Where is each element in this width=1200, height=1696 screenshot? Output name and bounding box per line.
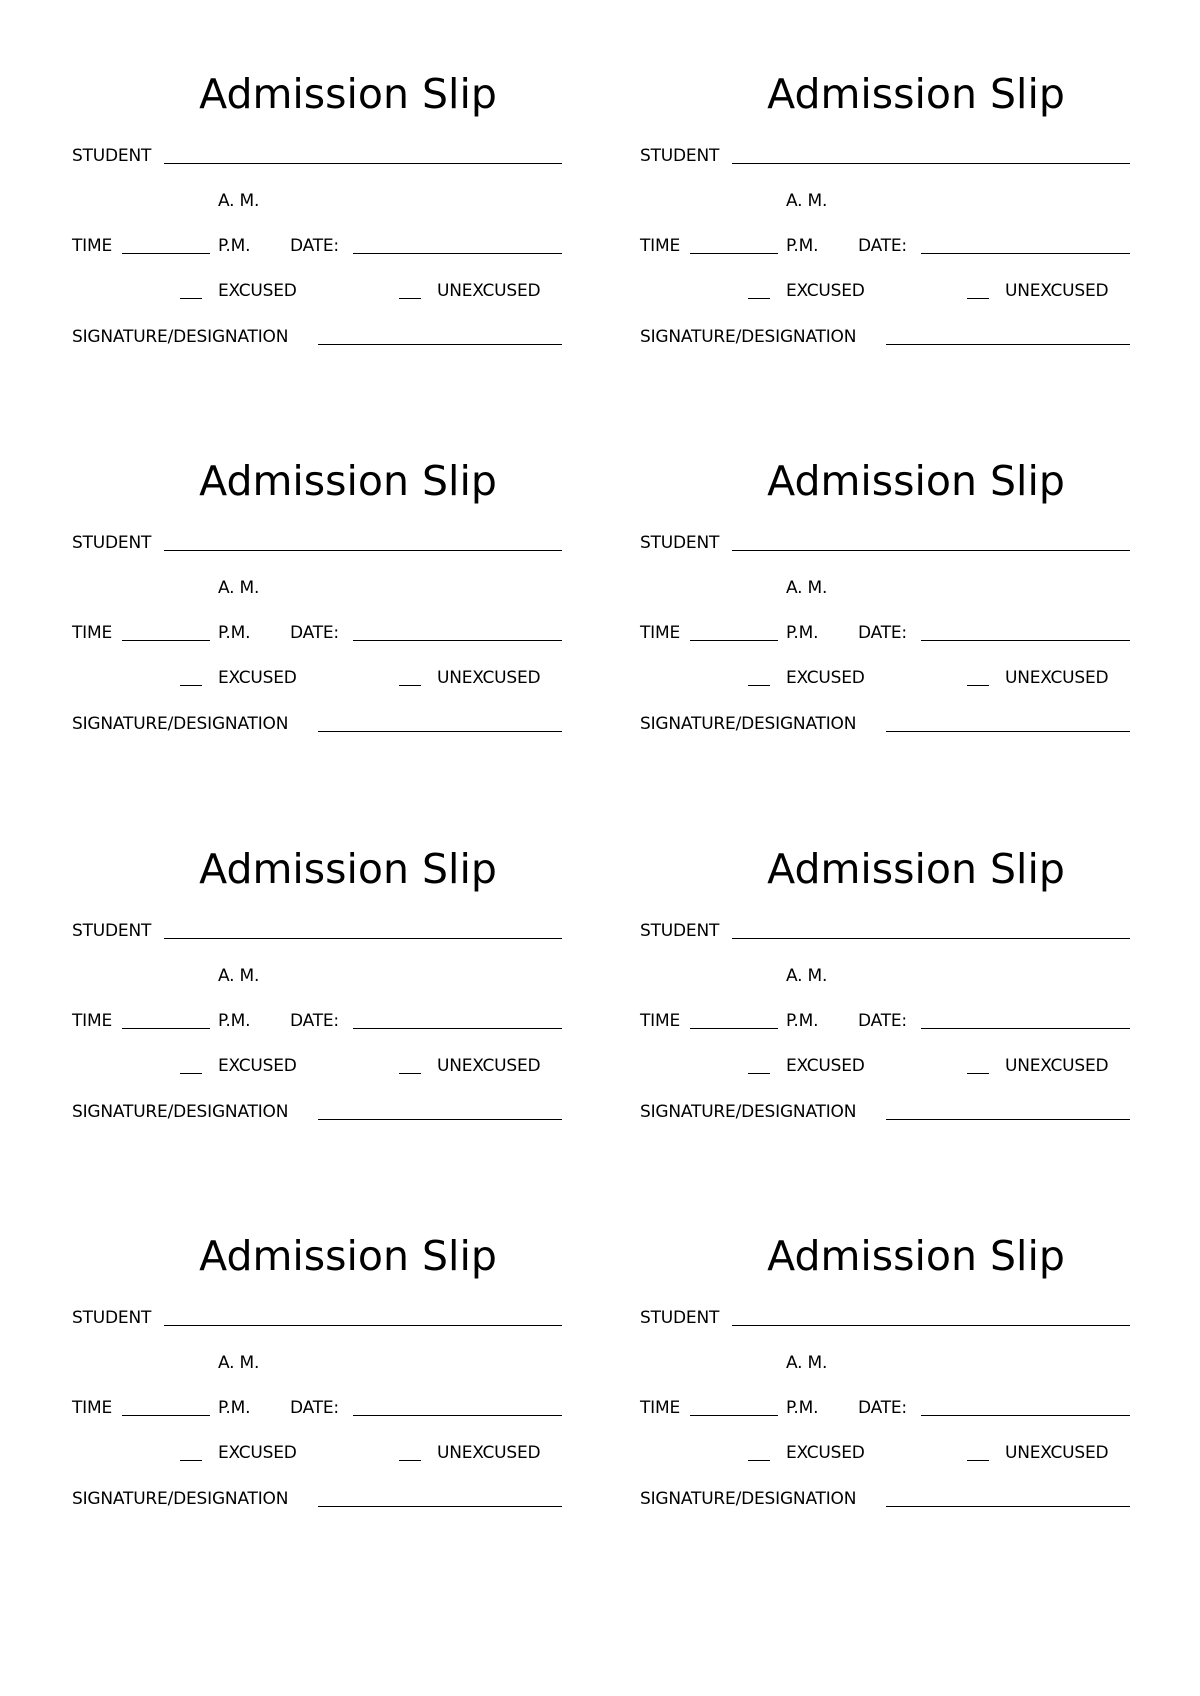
- excused-checkbox-blank[interactable]: [180, 1073, 202, 1074]
- unexcused-checkbox-blank[interactable]: [967, 1460, 989, 1461]
- student-name-blank[interactable]: [164, 550, 562, 551]
- date-blank[interactable]: [921, 640, 1130, 641]
- excused-checkbox-blank[interactable]: [180, 1460, 202, 1461]
- date-blank[interactable]: [353, 1415, 562, 1416]
- am-label: A. M.: [218, 1353, 260, 1373]
- slip-title: Admission Slip: [767, 457, 1065, 505]
- excused-label: EXCUSED: [786, 668, 865, 688]
- am-label: A. M.: [218, 578, 260, 598]
- date-label: DATE:: [290, 1398, 339, 1418]
- excused-checkbox-blank[interactable]: [748, 1460, 770, 1461]
- unexcused-checkbox-blank[interactable]: [399, 685, 421, 686]
- pm-label: P.M.: [786, 1398, 819, 1418]
- signature-label: SIGNATURE/DESIGNATION: [72, 327, 289, 347]
- am-label: A. M.: [218, 966, 260, 986]
- date-label: DATE:: [858, 623, 907, 643]
- admission-slip: [60, 387, 620, 747]
- unexcused-checkbox-blank[interactable]: [399, 1460, 421, 1461]
- slip-title: Admission Slip: [199, 845, 497, 893]
- date-blank[interactable]: [353, 253, 562, 254]
- student-name-blank[interactable]: [164, 163, 562, 164]
- student-name-blank[interactable]: [732, 938, 1130, 939]
- time-label: TIME: [72, 1398, 113, 1418]
- admission-slip: [628, 1162, 1188, 1522]
- signature-blank[interactable]: [886, 1119, 1130, 1120]
- pm-label: P.M.: [218, 236, 251, 256]
- date-label: DATE:: [858, 1011, 907, 1031]
- student-name-blank[interactable]: [732, 550, 1130, 551]
- date-label: DATE:: [858, 1398, 907, 1418]
- am-label: A. M.: [786, 191, 828, 211]
- date-label: DATE:: [290, 623, 339, 643]
- unexcused-checkbox-blank[interactable]: [967, 685, 989, 686]
- am-label: A. M.: [218, 191, 260, 211]
- time-blank[interactable]: [690, 640, 778, 641]
- signature-label: SIGNATURE/DESIGNATION: [72, 1489, 289, 1509]
- signature-blank[interactable]: [318, 344, 562, 345]
- signature-label: SIGNATURE/DESIGNATION: [72, 714, 289, 734]
- student-label: STUDENT: [640, 1308, 720, 1328]
- signature-label: SIGNATURE/DESIGNATION: [640, 714, 857, 734]
- student-label: STUDENT: [640, 146, 720, 166]
- student-name-blank[interactable]: [164, 938, 562, 939]
- signature-blank[interactable]: [886, 344, 1130, 345]
- excused-checkbox-blank[interactable]: [180, 298, 202, 299]
- time-blank[interactable]: [122, 1028, 210, 1029]
- excused-label: EXCUSED: [786, 281, 865, 301]
- date-blank[interactable]: [353, 640, 562, 641]
- date-label: DATE:: [290, 236, 339, 256]
- admission-slip: [628, 0, 1188, 360]
- date-blank[interactable]: [921, 1415, 1130, 1416]
- unexcused-label: UNEXCUSED: [437, 1443, 541, 1463]
- student-label: STUDENT: [72, 1308, 152, 1328]
- signature-label: SIGNATURE/DESIGNATION: [72, 1102, 289, 1122]
- admission-slip: [628, 387, 1188, 747]
- excused-label: EXCUSED: [218, 1443, 297, 1463]
- unexcused-label: UNEXCUSED: [437, 668, 541, 688]
- date-blank[interactable]: [353, 1028, 562, 1029]
- date-blank[interactable]: [921, 1028, 1130, 1029]
- student-label: STUDENT: [640, 533, 720, 553]
- student-label: STUDENT: [72, 533, 152, 553]
- time-blank[interactable]: [690, 1415, 778, 1416]
- unexcused-label: UNEXCUSED: [1005, 668, 1109, 688]
- student-name-blank[interactable]: [732, 163, 1130, 164]
- time-label: TIME: [640, 1011, 681, 1031]
- date-label: DATE:: [290, 1011, 339, 1031]
- time-label: TIME: [640, 1398, 681, 1418]
- excused-label: EXCUSED: [218, 281, 297, 301]
- student-label: STUDENT: [72, 146, 152, 166]
- excused-checkbox-blank[interactable]: [180, 685, 202, 686]
- pm-label: P.M.: [218, 1398, 251, 1418]
- student-name-blank[interactable]: [164, 1325, 562, 1326]
- time-blank[interactable]: [122, 1415, 210, 1416]
- slip-title: Admission Slip: [199, 1232, 497, 1280]
- pm-label: P.M.: [218, 1011, 251, 1031]
- pm-label: P.M.: [786, 1011, 819, 1031]
- unexcused-label: UNEXCUSED: [1005, 1443, 1109, 1463]
- unexcused-checkbox-blank[interactable]: [967, 298, 989, 299]
- slip-title: Admission Slip: [199, 70, 497, 118]
- time-label: TIME: [72, 623, 113, 643]
- student-label: STUDENT: [640, 921, 720, 941]
- time-label: TIME: [72, 236, 113, 256]
- unexcused-checkbox-blank[interactable]: [399, 1073, 421, 1074]
- signature-label: SIGNATURE/DESIGNATION: [640, 327, 857, 347]
- pm-label: P.M.: [786, 623, 819, 643]
- excused-checkbox-blank[interactable]: [748, 298, 770, 299]
- time-blank[interactable]: [122, 640, 210, 641]
- slip-title: Admission Slip: [767, 70, 1065, 118]
- excused-label: EXCUSED: [786, 1056, 865, 1076]
- am-label: A. M.: [786, 578, 828, 598]
- excused-label: EXCUSED: [786, 1443, 865, 1463]
- excused-label: EXCUSED: [218, 1056, 297, 1076]
- am-label: A. M.: [786, 1353, 828, 1373]
- signature-label: SIGNATURE/DESIGNATION: [640, 1489, 857, 1509]
- time-label: TIME: [72, 1011, 113, 1031]
- date-label: DATE:: [858, 236, 907, 256]
- admission-slip: [60, 0, 620, 360]
- time-label: TIME: [640, 236, 681, 256]
- signature-blank[interactable]: [318, 731, 562, 732]
- time-label: TIME: [640, 623, 681, 643]
- time-blank[interactable]: [690, 1028, 778, 1029]
- time-blank[interactable]: [690, 253, 778, 254]
- student-name-blank[interactable]: [732, 1325, 1130, 1326]
- student-label: STUDENT: [72, 921, 152, 941]
- admission-slip: [60, 1162, 620, 1522]
- unexcused-label: UNEXCUSED: [1005, 281, 1109, 301]
- signature-blank[interactable]: [318, 1506, 562, 1507]
- admission-slip: [628, 775, 1188, 1135]
- pm-label: P.M.: [786, 236, 819, 256]
- admission-slip: [60, 775, 620, 1135]
- excused-checkbox-blank[interactable]: [748, 1073, 770, 1074]
- signature-label: SIGNATURE/DESIGNATION: [640, 1102, 857, 1122]
- slip-title: Admission Slip: [767, 845, 1065, 893]
- excused-checkbox-blank[interactable]: [748, 685, 770, 686]
- pm-label: P.M.: [218, 623, 251, 643]
- excused-label: EXCUSED: [218, 668, 297, 688]
- time-blank[interactable]: [122, 253, 210, 254]
- signature-blank[interactable]: [886, 731, 1130, 732]
- unexcused-label: UNEXCUSED: [437, 281, 541, 301]
- slip-title: Admission Slip: [199, 457, 497, 505]
- unexcused-checkbox-blank[interactable]: [399, 298, 421, 299]
- am-label: A. M.: [786, 966, 828, 986]
- signature-blank[interactable]: [886, 1506, 1130, 1507]
- date-blank[interactable]: [921, 253, 1130, 254]
- unexcused-label: UNEXCUSED: [1005, 1056, 1109, 1076]
- signature-blank[interactable]: [318, 1119, 562, 1120]
- unexcused-label: UNEXCUSED: [437, 1056, 541, 1076]
- unexcused-checkbox-blank[interactable]: [967, 1073, 989, 1074]
- slip-title: Admission Slip: [767, 1232, 1065, 1280]
